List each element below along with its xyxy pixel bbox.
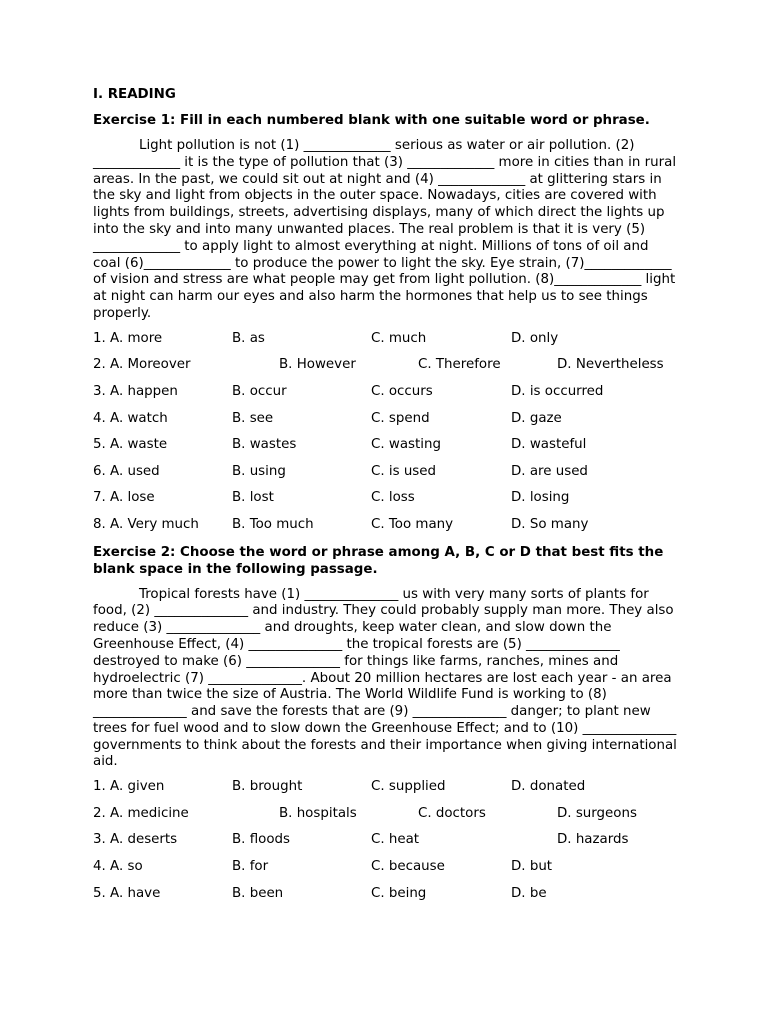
option-c: C. supplied xyxy=(371,779,446,795)
option-d: D. be xyxy=(511,885,547,901)
question-row xyxy=(93,517,678,544)
question-row xyxy=(93,806,678,833)
option-a: 1. A. more xyxy=(93,330,163,346)
option-a: 8. A. Very much xyxy=(93,516,199,532)
option-b: B. occur xyxy=(232,383,287,399)
exercise2-options xyxy=(93,779,678,912)
option-c: C. heat xyxy=(371,832,420,848)
option-b: B. brought xyxy=(232,779,303,795)
option-c: C. Therefore xyxy=(418,357,501,373)
option-c: C. occurs xyxy=(371,383,433,399)
option-d: D. hazards xyxy=(557,832,629,848)
option-a: 1. A. given xyxy=(93,779,165,795)
question-row xyxy=(93,411,678,438)
exercise2-title: Exercise 2: Choose the word or phrase among A, B, C or D that best fits the blank space in the following passage. xyxy=(93,544,664,577)
option-b: B. using xyxy=(232,463,286,479)
option-c: C. wasting xyxy=(371,437,441,453)
question-row xyxy=(93,357,678,384)
option-a: 6. A. used xyxy=(93,463,160,479)
question-row xyxy=(93,384,678,411)
option-b: B. for xyxy=(232,859,269,875)
exercise2-passage: Tropical forests have (1) ______________ us with very many sorts of plants for food, (2) ______________ and industry. They could probably supply man more. They also reduce (3) ______________ and droughts, keep water clean, and slow down the Greenhouse Effect, (4) ______________ the tropical forests are (5) ______________ destroyed to make (6) ______________ for things like farms, ranches, mines and hydroelectric (7) ______________. About 20 million hectares are lost each year - an area more than twice the size of Austria. The World Wildlife Fund is working to (8) ______________ and save the forests that are (9) ______________ danger; to plant new trees for fuel wood and to slow down the Greenhouse Effect; and to (10) ______________ governments to think about the forests and their importance when giving international aid. xyxy=(93,586,677,770)
question-row xyxy=(93,832,678,859)
question-row xyxy=(93,331,678,358)
option-b: B. lost xyxy=(232,490,274,506)
option-b: B. hospitals xyxy=(279,805,357,821)
option-c: C. being xyxy=(371,885,427,901)
option-d: D. surgeons xyxy=(557,805,637,821)
option-d: D. is occurred xyxy=(511,383,604,399)
option-c: C. loss xyxy=(371,490,415,506)
option-b: B. floods xyxy=(232,832,290,848)
option-d: D. gaze xyxy=(511,410,562,426)
option-d: D. but xyxy=(511,859,553,875)
option-c: C. much xyxy=(371,330,427,346)
option-c: C. doctors xyxy=(418,805,486,821)
option-a: 7. A. lose xyxy=(93,490,155,506)
question-row xyxy=(93,464,678,491)
option-b: B. However xyxy=(279,357,356,373)
option-a: 4. A. so xyxy=(93,859,143,875)
option-a: 5. A. have xyxy=(93,885,161,901)
option-d: D. donated xyxy=(511,779,586,795)
option-a: 3. A. deserts xyxy=(93,832,178,848)
exercise1-title: Exercise 1: Fill in each numbered blank with one suitable word or phrase. xyxy=(93,113,650,128)
option-c: C. Too many xyxy=(371,516,454,532)
option-d: D. Nevertheless xyxy=(557,357,664,373)
option-b: B. Too much xyxy=(232,516,314,532)
option-d: D. are used xyxy=(511,463,588,479)
option-a: 4. A. watch xyxy=(93,410,168,426)
option-a: 3. A. happen xyxy=(93,383,178,399)
option-b: B. been xyxy=(232,885,284,901)
document-page xyxy=(93,86,678,912)
option-d: D. So many xyxy=(511,516,589,532)
exercise1-passage: Light pollution is not (1) _____________ serious as water or air pollution. (2) _____________ it is the type of pollution that (3) _____________ more in cities than in rural areas. In the past, we could sit out at night and (4) _____________ at glittering stars in the sky and light from objects in the outer space. Nowadays, cities are covered with lights from buildings, streets, advertising displays, many of which direct the lights up into the sky and into many unwanted places. The real problem is that it is very (5) _____________ to apply light to almost everything at night. Millions of tons of oil and coal (6)_____________ to produce the power to light the sky. Eye strain, (7)_____________ of vision and stress are what people may get from light pollution. (8)_____________ light at night can harm our eyes and also harm the hormones that help us to see things properly. xyxy=(93,138,677,321)
option-c: C. spend xyxy=(371,410,430,426)
option-c: C. because xyxy=(371,859,445,875)
option-c: C. is used xyxy=(371,463,437,479)
option-b: B. see xyxy=(232,410,274,426)
exercise1-options xyxy=(93,331,678,544)
option-b: B. as xyxy=(232,330,265,346)
question-row xyxy=(93,886,678,913)
option-a: 5. A. waste xyxy=(93,437,168,453)
option-b: B. wastes xyxy=(232,437,297,453)
question-row xyxy=(93,859,678,886)
question-row xyxy=(93,779,678,806)
option-a: 2. A. Moreover xyxy=(93,357,191,373)
question-row xyxy=(93,490,678,517)
option-a: 2. A. medicine xyxy=(93,805,189,821)
option-d: D. only xyxy=(511,330,559,346)
option-d: D. wasteful xyxy=(511,437,587,453)
question-row xyxy=(93,437,678,464)
section-title: I. READING xyxy=(93,87,176,102)
option-d: D. losing xyxy=(511,490,570,506)
